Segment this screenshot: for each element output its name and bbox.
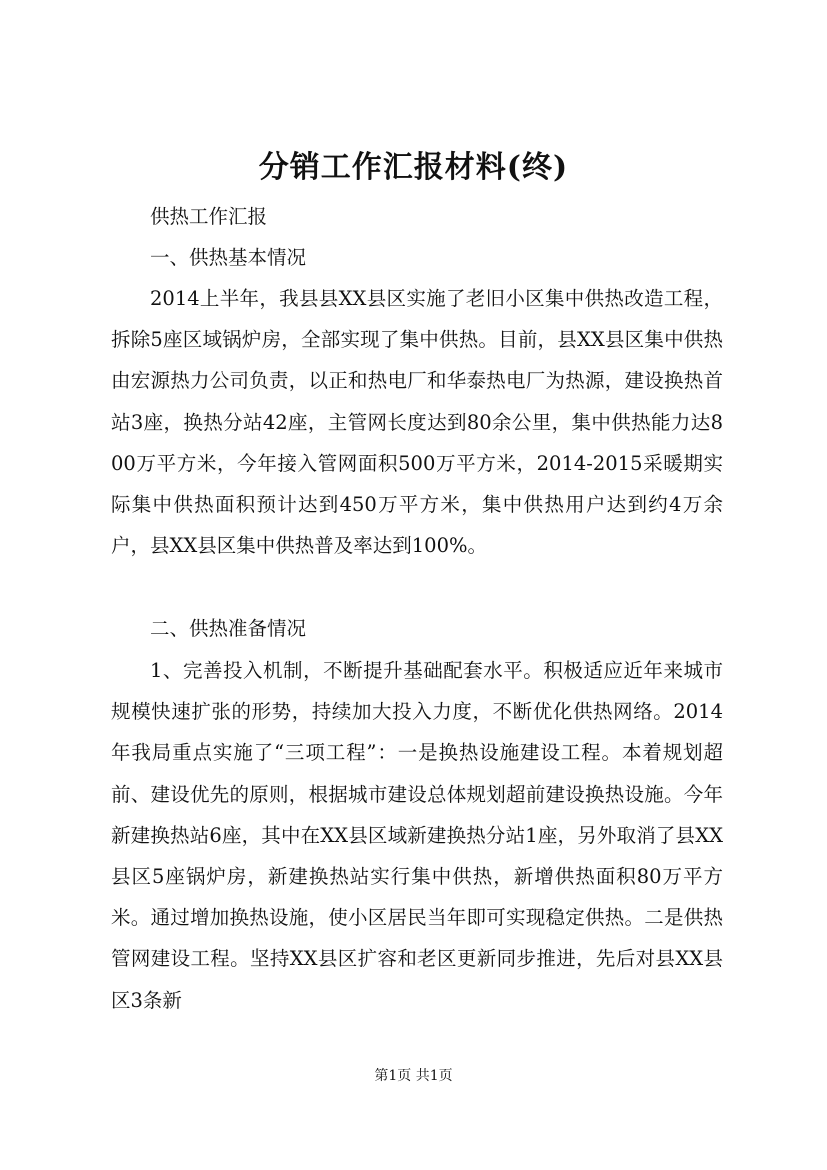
paragraph-basic-situation: 2014上半年，我县县XX县区实施了老旧小区集中供热改造工程，拆除5座区域锅炉房，全部实现了集中供热。目前，县XX县区集中供热由宏源热力公司负责，以正和热电厂和华泰热电厂为热源，建设换热首站3座，换热分站42座，主管网长度达到80余公里，集中供热能力达800万平方米，今年接入管网面积500万平方米，2014-2015采暖期实际集中供热面积预计达到450万平方米，集中供热用户达到约4万余户，县XX县区集中供热普及率达到100%。 (111, 287, 723, 558)
page-footer: 第1页 共1页 (374, 1068, 453, 1084)
section-heading-heat-report: 供热工作汇报 (150, 205, 268, 228)
paragraph-preparation: 1、完善投入机制，不断提升基础配套水平。积极适应近年来城市规模快速扩张的形势，持续加大投入力度，不断优化供热网络。2014年我局重点实施了“三项工程”：一是换热设施建设工程。本着规划超前、建设优先的原则，根据城市建设总体规划超前建设换热设施。今年新建换热站6座，其中在XX县区域新建换热分站1座，另外取消了县XX县区5座锅炉房，新建换热站实行集中供热，新增供热面积80万平方米。通过增加换热设施，使小区居民当年即可实现稳定供热。二是供热管网建设工程。坚持XX县区扩容和老区更新同步推进，先后对县XX县区3条新 (111, 659, 723, 1012)
section-heading-basic-situation: 一、供热基本情况 (150, 246, 307, 269)
document-title: 分销工作汇报材料(终) (258, 150, 569, 185)
section-heading-preparation: 二、供热准备情况 (150, 617, 307, 640)
